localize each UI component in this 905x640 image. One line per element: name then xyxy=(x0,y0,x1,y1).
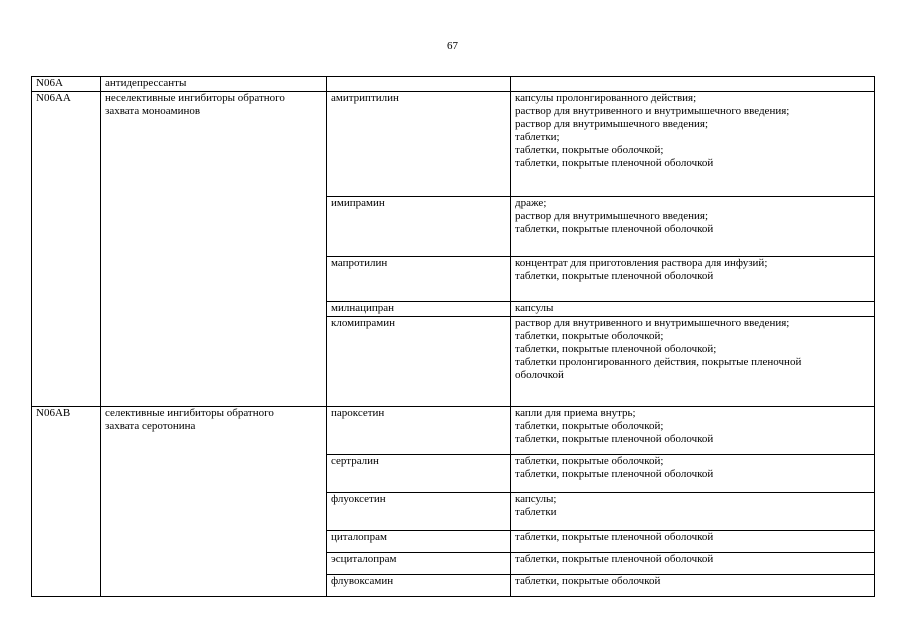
dosage-form: таблетки, покрытые пленочной оболочкой; xyxy=(515,343,717,355)
dosage-form: драже; xyxy=(515,197,547,209)
dosage-form: оболочкой xyxy=(515,369,564,381)
group-name-cell: антидепрессанты xyxy=(101,77,327,92)
group-name-cell xyxy=(101,92,327,407)
dosage-form: таблетки, покрытые пленочной оболочкой xyxy=(515,468,714,480)
table-row xyxy=(32,77,875,92)
drug-name-cell: циталопрам xyxy=(327,531,511,553)
group-name-line: захвата моноаминов xyxy=(105,105,201,117)
group-name-line: захвата серотонина xyxy=(105,420,196,432)
dosage-form: таблетки, покрытые пленочной оболочкой xyxy=(515,157,714,169)
drug-name-cell: флуоксетин xyxy=(327,493,511,531)
dosage-form: концентрат для приготовления раствора для инфузий; xyxy=(515,257,768,269)
dosage-form: раствор для внутримышечного введения; xyxy=(515,118,709,130)
dosage-forms-cell xyxy=(511,317,875,407)
dosage-form: капсулы; xyxy=(515,493,557,505)
drug-name-cell: флувоксамин xyxy=(327,575,511,597)
dosage-form: таблетки, покрытые оболочкой xyxy=(515,575,661,587)
drug-name-cell: милнаципран xyxy=(327,302,511,317)
dosage-forms-cell xyxy=(511,197,875,257)
dosage-form: таблетки, покрытые пленочной оболочкой xyxy=(515,553,714,565)
dosage-form: таблетки, покрытые оболочкой; xyxy=(515,455,664,467)
group-name-line: неселективные ингибиторы обратного xyxy=(105,92,285,104)
dosage-form: капсулы пролонгированного действия; xyxy=(515,92,697,104)
dosage-form: таблетки пролонгированного действия, покрытые пленочной xyxy=(515,356,802,368)
drug-name-cell: мапротилин xyxy=(327,257,511,302)
dosage-form: таблетки, покрытые пленочной оболочкой xyxy=(515,531,714,543)
drug-name-cell xyxy=(327,77,511,92)
drug-name-cell: амитриптилин xyxy=(327,92,511,197)
drug-name-cell: эсциталопрам xyxy=(327,553,511,575)
dosage-forms-cell xyxy=(511,493,875,531)
atc-code-cell: N06AB xyxy=(32,407,101,597)
drug-name-cell: кломипрамин xyxy=(327,317,511,407)
drug-name-cell: сертралин xyxy=(327,455,511,493)
atc-code-cell: N06A xyxy=(32,77,101,92)
dosage-form: таблетки, покрытые оболочкой; xyxy=(515,144,664,156)
dosage-form: раствор для внутримышечного введения; xyxy=(515,210,709,222)
dosage-forms-cell xyxy=(511,92,875,197)
dosage-form: таблетки, покрытые оболочкой; xyxy=(515,330,664,342)
table-row xyxy=(32,407,875,455)
group-name-cell xyxy=(101,407,327,597)
dosage-forms-cell xyxy=(511,407,875,455)
dosage-forms-cell xyxy=(511,553,875,575)
dosage-forms-cell xyxy=(511,575,875,597)
dosage-forms-cell xyxy=(511,302,875,317)
drug-name-cell: пароксетин xyxy=(327,407,511,455)
dosage-forms-cell xyxy=(511,531,875,553)
atc-code-cell: N06AA xyxy=(32,92,101,407)
drug-table xyxy=(31,76,875,597)
dosage-form: таблетки xyxy=(515,506,557,518)
drug-name-cell: имипрамин xyxy=(327,197,511,257)
dosage-form: капсулы xyxy=(515,302,554,314)
table-row xyxy=(32,92,875,197)
dosage-forms-cell xyxy=(511,455,875,493)
page-number: 67 xyxy=(447,40,458,52)
dosage-forms-cell xyxy=(511,77,875,92)
dosage-form: раствор для внутривенного и внутримышечного введения; xyxy=(515,105,790,117)
dosage-form: раствор для внутривенного и внутримышечного введения; xyxy=(515,317,790,329)
dosage-form: таблетки; xyxy=(515,131,560,143)
dosage-forms-cell xyxy=(511,257,875,302)
dosage-form: таблетки, покрытые оболочкой; xyxy=(515,420,664,432)
dosage-form: таблетки, покрытые пленочной оболочкой xyxy=(515,270,714,282)
dosage-form: таблетки, покрытые пленочной оболочкой xyxy=(515,433,714,445)
dosage-form: капли для приема внутрь; xyxy=(515,407,636,419)
dosage-form: таблетки, покрытые пленочной оболочкой xyxy=(515,223,714,235)
group-name-line: селективные ингибиторы обратного xyxy=(105,407,274,419)
